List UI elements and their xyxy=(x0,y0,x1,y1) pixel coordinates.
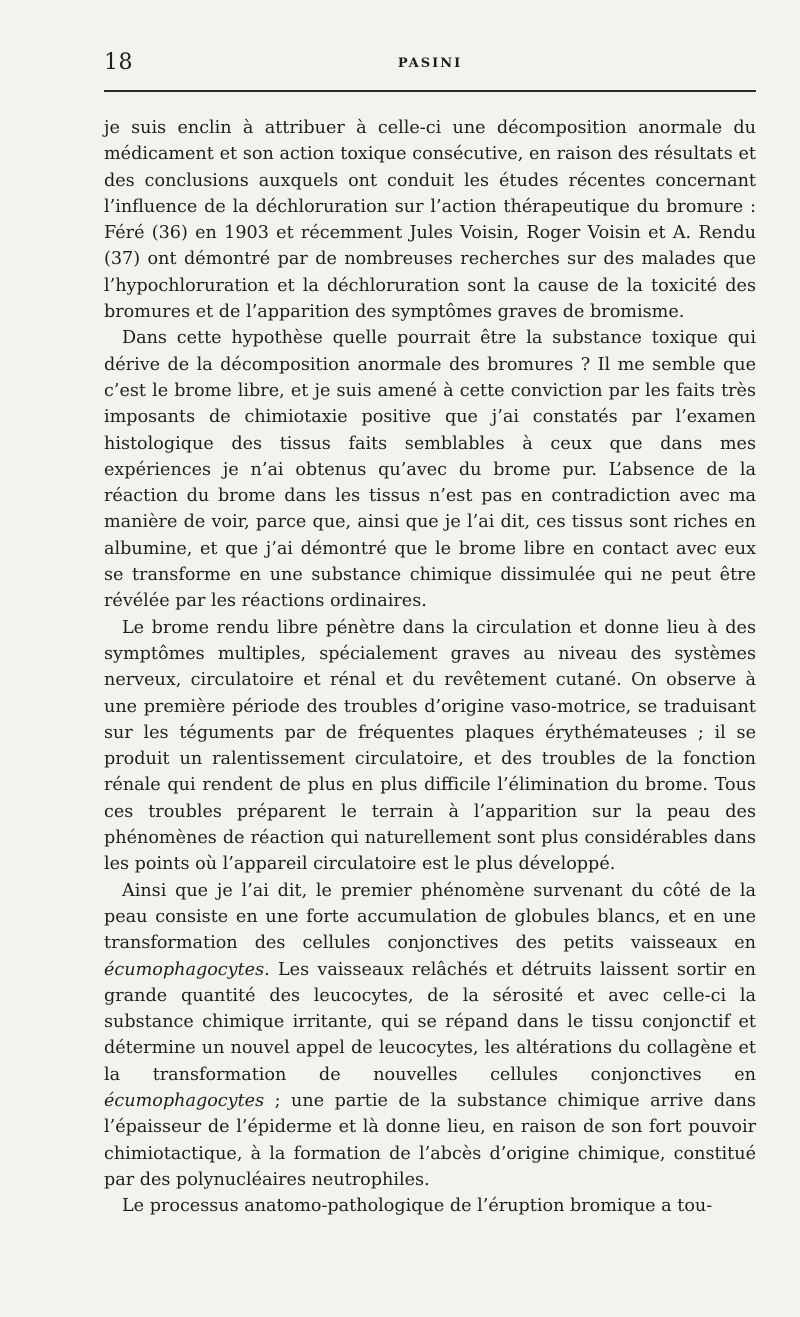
paragraph-4 xyxy=(104,878,756,1194)
book-page xyxy=(104,44,756,1294)
text-segment: . Les vaisseaux relâchés et détruits laissent sortir en grande quantité des leucocytes, de la sérosité et avec celle-ci la substance chimique irritante, qui se répand dans le tissu conjonctif et détermine un nouvel appel de leucocytes, les altérations du collagène et la transformation de nouvelles cellules conjonctives en xyxy=(104,959,756,1085)
paragraph-3 xyxy=(104,615,756,878)
paragraph-2 xyxy=(104,325,756,614)
running-title: PASINI xyxy=(397,56,463,71)
running-head xyxy=(104,44,756,84)
header-rule xyxy=(104,90,756,92)
italic-term: écumophagocytes xyxy=(104,959,265,980)
page-number: 18 xyxy=(104,50,133,75)
paragraph-1 xyxy=(104,115,756,325)
text-segment: je suis enclin à attribuer à celle-ci une décomposition anormale du médicament et son action toxique consécutive, en raison des résultats et des conclusions auxquels ont conduit les études récentes concernant l’influence de la déchloruration sur l’action thérapeutique du bromure : Féré (36) en 1903 et récemment Jules Voisin, Roger Voisin et A. Rendu (37) ont démontré par de nombreuses recherches sur des malades que l’hypochloruration et la déchloruration sont la cause de la toxicité des bromures et de l’apparition des symptômes graves de bromisme. xyxy=(104,118,756,323)
text-segment: Le brome rendu libre pénètre dans la circulation et donne lieu à des symptômes multiples, spécialement graves au niveau des systèmes nerveux, circulatoire et rénal et du revêtement cutané. On observe à une première période des troubles d’origine vaso-motrice, se traduisant sur les téguments par de fréquentes plaques érythémateuses ; il se produit un ralentissement circulatoire, et des troubles de la fonction rénale qui rendent de plus en plus difficile l’élimination du brome. Tous ces troubles préparent le terrain à l’apparition sur la peau des phénomènes de réaction qui naturellement sont plus considérables dans les points où l’appareil circulatoire est le plus développé. xyxy=(104,617,756,875)
body-text xyxy=(104,115,756,1219)
italic-term: écumophagocytes xyxy=(104,1090,265,1111)
text-segment: Ainsi que je l’ai dit, le premier phénomène survenant du côté de la peau consiste en une forte accumulation de globules blancs, et en une transformation des cellules conjonctives des petits vaisseaux en xyxy=(104,880,756,954)
text-segment: Le processus anatomo-pathologique de l’éruption bromique a tou- xyxy=(122,1196,713,1217)
text-segment: ; une partie de la substance chimique arrive dans l’épaisseur de l’épiderme et là donne lieu, en raison de son fort pouvoir chimiotactique, à la formation de l’abcès d’origine chimique, constitué par des polynucléaires neutrophiles. xyxy=(104,1090,756,1190)
text-segment: Dans cette hypothèse quelle pourrait être la substance toxique qui dérive de la décomposition anormale des bromures ? Il me semble que c’est le brome libre, et je suis amené à cette conviction par les faits très imposants de chimiotaxie positive que j’ai constatés par l’examen histologique des tissus faits semblables à ceux que dans mes expériences je n’ai obtenus qu’avec du brome pur. L’absence de la réaction du brome dans les tissus n’est pas en contradiction avec ma manière de voir, parce que, ainsi que je l’ai dit, ces tissus sont riches en albumine, et que j’ai démontré que le brome libre en contact avec eux se transforme en une substance chimique dissimulée qui ne peut être révélée par les réactions ordinaires. xyxy=(104,328,756,612)
paragraph-5 xyxy=(104,1193,756,1219)
